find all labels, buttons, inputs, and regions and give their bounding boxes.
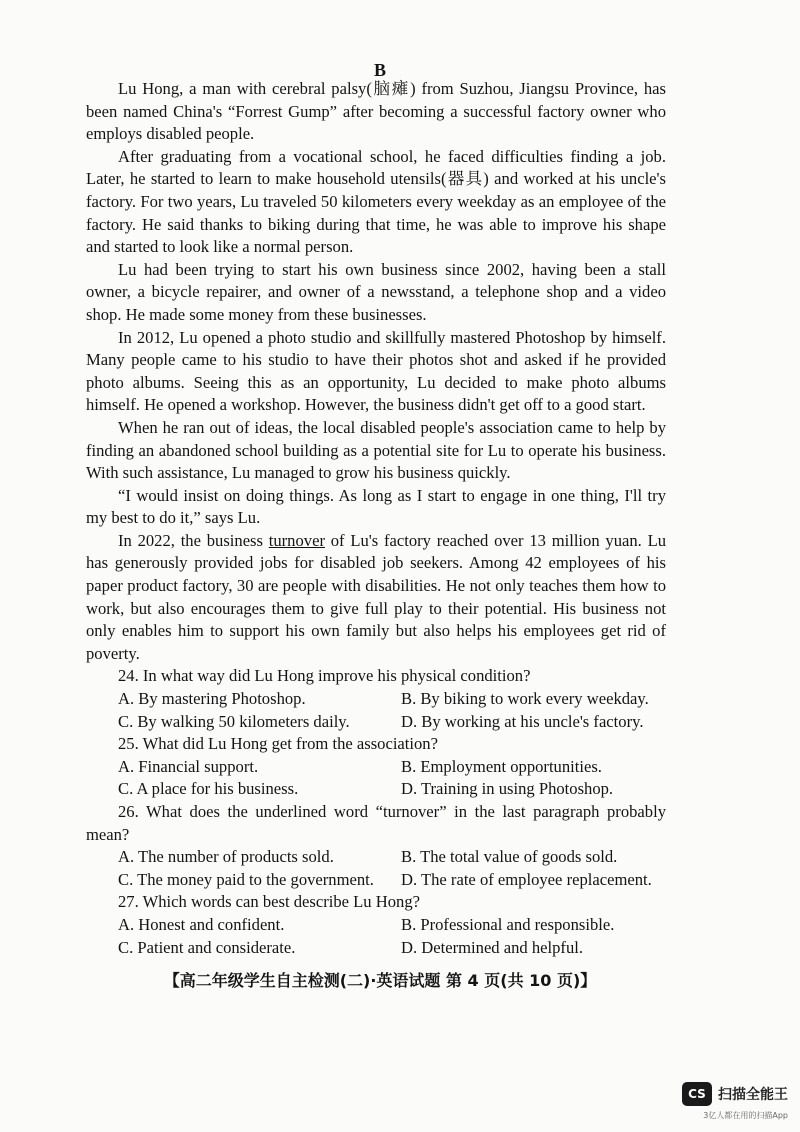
option-b: B. Professional and responsible. <box>401 914 615 934</box>
option-a: A. Honest and confident. <box>118 914 285 934</box>
underlined-word: turnover <box>268 530 325 550</box>
question-stem: 24. In what way did Lu Hong improve his physical condition? <box>118 666 531 686</box>
option-c: C. A place for his business. <box>118 779 299 799</box>
scanner-watermark <box>682 1082 788 1106</box>
option-b: B. The total value of goods sold. <box>401 847 618 867</box>
passage <box>86 78 666 959</box>
paragraph-1: Lu Hong, a man with cerebral palsy(脑瘫) from Suzhou, Jiangsu Province, has been named China's “Forrest Gump” after becoming a successful factory owner who employs disabled people. <box>86 79 666 144</box>
paragraph-7 <box>86 530 666 666</box>
question-25 <box>86 733 666 801</box>
option-b: B. Employment opportunities. <box>401 756 602 776</box>
option-c: C. The money paid to the government. <box>118 869 374 889</box>
paragraph-4: In 2012, Lu opened a photo studio and skillfully mastered Photoshop by himself. Many people came to his studio to have their photos shot and asked if he provided photo albums. Seeing this as an opportunity, Lu decided to make photo albums himself. He opened a workshop. However, the business didn't get off to a good start. <box>86 327 666 415</box>
option-d: D. Training in using Photoshop. <box>401 779 614 799</box>
question-24 <box>86 665 666 733</box>
option-d: D. The rate of employee replacement. <box>401 869 652 889</box>
option-a: A. Financial support. <box>118 756 259 776</box>
question-stem: 27. Which words can best describe Lu Hong? <box>118 892 420 912</box>
paragraph-6: “I would insist on doing things. As long as I start to engage in one thing, I'll try my best to do it,” says Lu. <box>86 485 666 528</box>
page-footer: 【高二年级学生自主检测(二)·英语试题 第 4 页(共 10 页)】 <box>163 971 597 990</box>
watermark-name: 扫描全能王 <box>718 1087 788 1103</box>
paragraph-7-start: In 2022, the business <box>118 530 269 550</box>
paragraph-7-end: of Lu's factory reached over 13 million yuan. Lu has generously provided jobs for disabled job seekers. Among 42 employees of his paper product factory, 30 are people with disabilities. He not only teaches them how to work, but also encourages them to give full play to their potential. His business not only enables him to support his own family but also helps his employees get rid of poverty. <box>86 530 667 663</box>
paragraph-2: After graduating from a vocational school, he faced difficulties finding a job. Later, he started to learn to make household utensils(器具) and worked at his uncle's factory. For two years, Lu traveled 50 kilometers every weekday as an employee of the factory. He said thanks to biking during that time, he was able to improve his shape and started to look like a normal person. <box>86 146 666 257</box>
section-label: B <box>373 60 386 80</box>
paragraph-3: Lu had been trying to start his own business since 2002, having been a stall owner, a bicycle repairer, and owner of a newsstand, a telephone shop and a video shop. He made some money from these businesses. <box>86 259 666 324</box>
question-stem: 26. What does the underlined word “turnover” in the last paragraph probably mean? <box>86 802 666 844</box>
question-stem: 25. What did Lu Hong get from the association? <box>118 734 438 754</box>
option-a: A. The number of products sold. <box>118 847 334 867</box>
option-b: B. By biking to work every weekday. <box>401 689 649 709</box>
watermark-tagline: 3亿人都在用的扫描App <box>703 1111 788 1120</box>
question-26 <box>86 801 666 891</box>
option-d: D. By working at his uncle's factory. <box>401 711 644 731</box>
paragraph-5: When he ran out of ideas, the local disabled people's association came to help by finding an abandoned school building as a potential site for Lu to operate his business. With such assistance, Lu managed to grow his business quickly. <box>86 417 666 483</box>
option-d: D. Determined and helpful. <box>401 937 584 957</box>
camscanner-logo-icon: CS <box>682 1082 712 1106</box>
question-27 <box>86 891 666 959</box>
option-a: A. By mastering Photoshop. <box>118 689 306 709</box>
option-c: C. By walking 50 kilometers daily. <box>118 711 350 731</box>
option-c: C. Patient and considerate. <box>118 937 296 957</box>
